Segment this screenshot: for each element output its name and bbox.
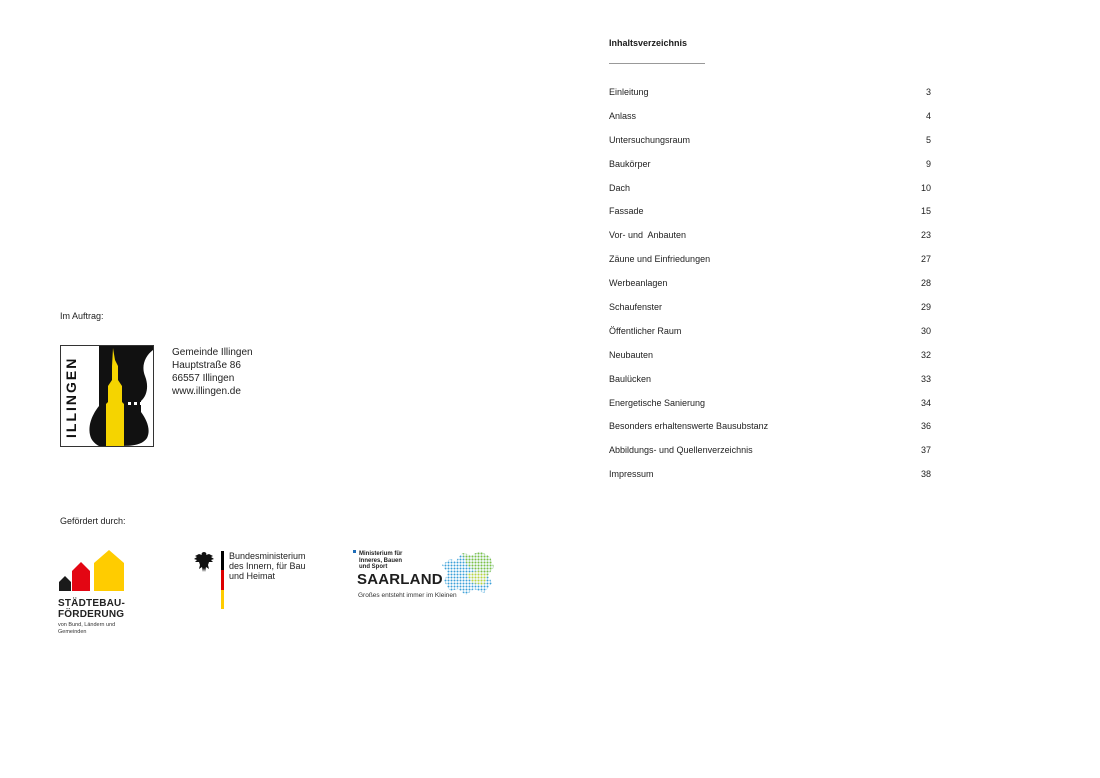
toc-entry [609,421,931,445]
toc-entry-title: Abbildungs- und Quellenverzeichnis [609,445,753,456]
staedtebau-title-line: STÄDTEBAU- [58,598,125,609]
toc-entry [609,326,931,350]
toc-entry [609,350,931,374]
toc-entry [609,302,931,326]
toc-entry-page: 37 [920,445,931,456]
ministry-text-line: Inneres, Bauen [359,557,403,564]
toc-entry-page: 29 [920,302,931,313]
toc-entry-page: 10 [920,182,931,193]
funding-label: Gefördert durch: [60,516,126,526]
saarland-slogan: Großes entsteht immer im Kleinen [358,592,457,599]
toc-entry-page: 38 [920,469,931,480]
toc-entry-page: 4 [925,110,931,121]
german-flag-bar [221,551,224,609]
staedtebau-subtitle-line: von Bund, Ländern und [58,622,116,628]
toc-entry-title: Zäune und Einfriedungen [609,254,711,265]
toc-entry-page: 9 [925,158,931,169]
toc-entry-title: Fassade [609,206,644,217]
ministry-text-line: Ministerium für [359,551,403,557]
toc-entry [609,87,931,111]
toc-entry [609,278,931,302]
client-label: Im Auftrag: [60,311,104,321]
toc-entry-page: 15 [920,206,931,217]
toc-entry-title: Energetische Sanierung [609,397,706,408]
staedtebaufoerderung-logo [58,549,138,635]
toc-entry [609,111,931,135]
bmi-text-line: und Heimat [229,571,276,581]
toc-entry-page: 34 [920,397,931,408]
toc-entry-title: Vor- und Anbauten [609,230,687,241]
staedtebau-subtitle-line: Gemeinden [58,628,87,635]
toc-entry-title: Schaufenster [609,302,663,313]
illingen-church-icon [61,346,153,446]
toc-entry-page: 5 [925,134,931,145]
houses-icon [58,549,128,591]
saarland-map-icon [438,549,496,597]
toc-entry [609,159,931,183]
toc-entry [609,398,931,422]
toc-entry-page: 30 [920,325,931,336]
toc-entry-title: Impressum [609,469,654,480]
ministry-text-line: und Sport [359,564,388,570]
ministry-bullet-icon [353,550,356,553]
toc-entry-title: Untersuchungsraum [609,134,691,145]
bmi-logo [193,549,323,609]
address-line: Hauptstraße 86 [172,360,241,371]
toc-entry [609,254,931,278]
toc-entry-page: 27 [920,254,931,265]
client-address [172,346,253,398]
staedtebau-title-line: FÖRDERUNG [58,609,125,620]
toc-entry [609,135,931,159]
illingen-logo-text: ILLINGEN [63,356,79,438]
toc-entry-page: 23 [920,230,931,241]
address-line: www.illingen.de [172,386,241,397]
toc-entry-title: Dach [609,182,631,193]
toc-entry-title: Einleitung [609,87,649,97]
toc-entry-title: Anlass [609,110,637,121]
toc-entry-title: Baukörper [609,158,651,169]
federal-eagle-icon [193,551,215,573]
toc-list [609,87,931,493]
toc-entry [609,445,931,469]
toc-entry [609,230,931,254]
toc-entry-title: Besonders erhaltenswerte Bausubstanz [609,421,769,432]
toc-entry-title: Werbeanlagen [609,278,668,289]
saarland-name: SAARLAND [357,571,443,588]
bmi-text-line: des Innern, für Bau [229,561,306,571]
toc-entry [609,183,931,207]
saarland-logo [353,549,498,609]
toc-entry-page: 33 [920,373,931,384]
toc-entry [609,469,931,493]
bmi-text-line: Bundesministerium [229,551,306,561]
toc-entry [609,374,931,398]
toc-entry-title: Öffentlicher Raum [609,325,682,336]
illingen-logo [60,345,154,447]
address-line: 66557 Illingen [172,373,235,384]
toc-title: Inhaltsverzeichnis [609,38,688,48]
toc-entry-page: 36 [920,421,931,432]
toc-entry-title: Baulücken [609,373,652,384]
toc-entry-page: 3 [925,87,931,97]
toc-entry [609,206,931,230]
toc-divider [609,63,705,64]
toc-entry-page: 32 [920,349,931,360]
toc-entry-page: 28 [920,278,931,289]
address-line: Gemeinde Illingen [172,347,253,358]
toc-entry-title: Neubauten [609,349,654,360]
